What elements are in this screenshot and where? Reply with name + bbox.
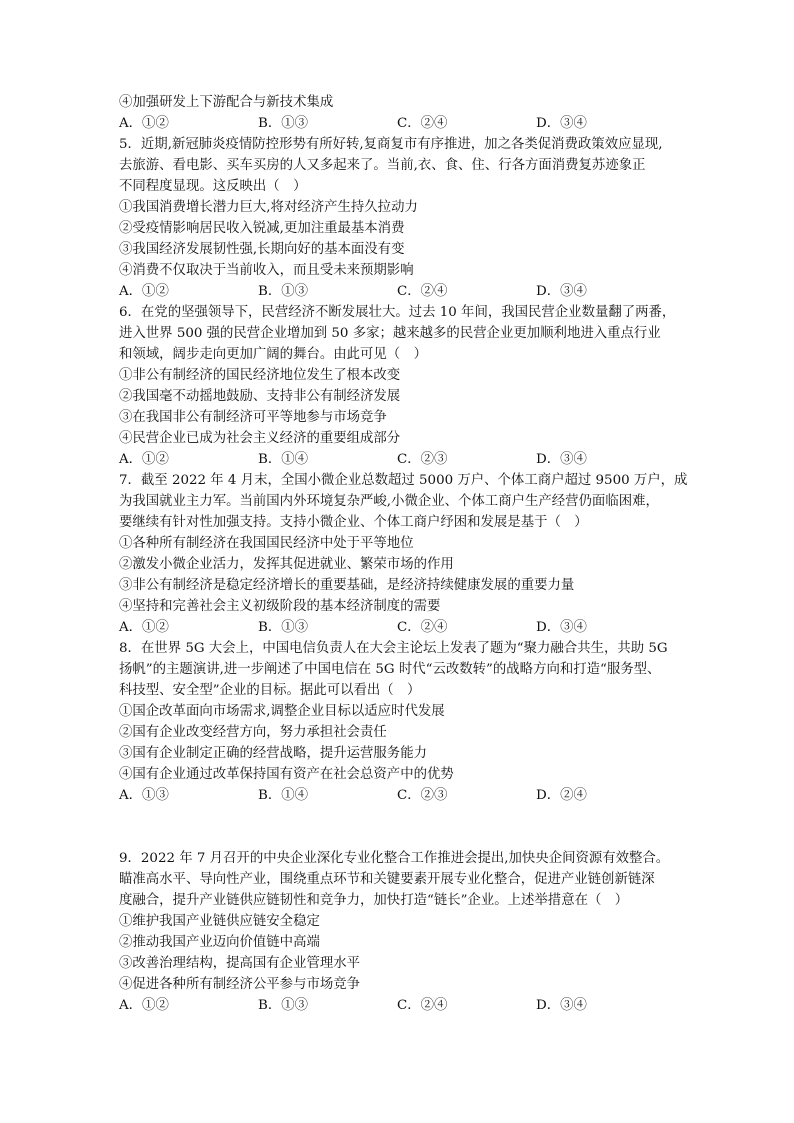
q6-option-1: ①非公有制经济的国民经济地位发生了根本改变: [119, 368, 401, 383]
q4-option-4: ④加强研发上下游配合与新技术集成: [119, 95, 334, 110]
q7-choice-d[interactable]: D．③④: [536, 620, 587, 635]
q9-choice-c[interactable]: C．②④: [397, 998, 448, 1013]
q9-stem-line: 度融合，提升产业链供应链韧性和竞争力，加快打造“链长”企业。上述举措意在（ ）: [119, 893, 629, 908]
q9-option-1: ①维护我国产业链供应链安全稳定: [119, 914, 320, 929]
q9-option-4: ④促进各种所有制经济公平参与市场竞争: [119, 977, 361, 992]
q8-option-4: ④国有企业通过改革保持国有资产在社会总资产中的优势: [119, 767, 454, 782]
q6-choice-b[interactable]: B．①④: [258, 452, 309, 467]
q9-choice-a[interactable]: A．①②: [119, 998, 169, 1013]
q7-stem-line: 为我国就业主力军。当前国内外环境复杂严峻,小微企业、个体工商户生产经营仍面临困难，: [119, 494, 659, 509]
q5-option-1: ①我国消费增长潜力巨大,将对经济产生持久拉动力: [119, 200, 418, 215]
q5-choices: [119, 281, 679, 302]
q6-option-4: ④民营企业已成为社会主义经济的重要组成部分: [119, 431, 401, 446]
q5-choice-a[interactable]: A．①②: [119, 284, 169, 299]
q5-option-4: ④消费不仅取决于当前收入，而且受未来预期影响: [119, 263, 414, 278]
q9-stem-line: 9．2022 年 7 月召开的中央企业深化专业化整合工作推进会提出,加快央企间资源有效整合。: [119, 851, 670, 866]
q5-option-3: ③我国经济发展韧性强,长期向好的基本面没有变: [119, 242, 405, 257]
q6-choice-d[interactable]: D．③④: [536, 452, 587, 467]
question-5: [119, 134, 679, 302]
q7-choice-a[interactable]: A．①②: [119, 620, 169, 635]
q7-choice-c[interactable]: C．②④: [397, 620, 448, 635]
q9-option-3: ③改善治理结构，提高国有企业管理水平: [119, 956, 361, 971]
q4-choice-a[interactable]: A．①②: [119, 116, 169, 131]
q5-stem-line: 5．近期,新冠肺炎疫情防控形势有所好转,复商复市有序推进，加之各类促消费政策效应显现,: [119, 137, 663, 152]
q8-option-2: ②国有企业改变经营方向，努力承担社会责任: [119, 725, 387, 740]
q9-option-2: ②推动我国产业迈向价值链中高端: [119, 935, 320, 950]
q8-choice-a[interactable]: A．①③: [119, 788, 169, 803]
section-gap: [119, 806, 679, 848]
q6-option-3: ③在我国非公有制经济可平等地参与市场竞争: [119, 410, 387, 425]
q7-stem-line: 要继续有针对性加强支持。支持小微企业、个体工商户纾困和发展是基于（ ）: [119, 515, 588, 530]
q7-option-4: ④坚持和完善社会主义初级阶段的基本经济制度的需要: [119, 599, 441, 614]
q8-option-3: ③国有企业制定正确的经营战略，提升运营服务能力: [119, 746, 427, 761]
q8-choices: [119, 785, 679, 806]
q7-option-2: ②激发小微企业活力，发挥其促进就业、繁荣市场的作用: [119, 557, 454, 572]
q5-choice-d[interactable]: D．③④: [536, 284, 587, 299]
q6-choice-a[interactable]: A．①②: [119, 452, 169, 467]
q7-choice-b[interactable]: B．①③: [258, 620, 309, 635]
q9-choice-b[interactable]: B．①③: [258, 998, 309, 1013]
q8-choice-d[interactable]: D．②④: [536, 788, 587, 803]
q6-stem-line: 6．在党的坚强领导下，民营经济不断发展壮大。过去 10 年间，我国民营企业数量翻了两番，: [119, 305, 676, 320]
question-9: [119, 848, 679, 1016]
q8-choice-c[interactable]: C．②③: [397, 788, 448, 803]
question-6: [119, 302, 679, 470]
q7-option-3: ③非公有制经济是稳定经济增长的重要基础，是经济持续健康发展的重要力量: [119, 578, 575, 593]
q9-choices: [119, 995, 679, 1016]
q7-choices: [119, 617, 679, 638]
q6-option-2: ②我国毫不动摇地鼓励、支持非公有制经济发展: [119, 389, 401, 404]
q5-option-2: ②受疫情影响居民收入锐减,更加注重最基本消费: [119, 221, 405, 236]
q4-choice-c[interactable]: C．②④: [397, 116, 448, 131]
q8-stem-line: 扬帆”的主题演讲,进一步阐述了中国电信在 5G 时代“云改数转”的战略方向和打造“服务型、: [119, 662, 661, 677]
q5-choice-b[interactable]: B．①③: [258, 284, 309, 299]
q7-stem-line: 7．截至 2022 年 4 月末，全国小微企业总数超过 5000 万户、个体工商户超过 9500 万户，成: [119, 473, 688, 488]
q8-stem-line: 科技型、安全型”企业的目标。据此可以看出（ ）: [119, 683, 421, 698]
q7-option-1: ①各种所有制经济在我国国民经济中处于平等地位: [119, 536, 414, 551]
question-7: [119, 470, 688, 638]
q6-stem-line: 进入世界 500 强的民营企业增加到 50 多家；越来越多的民营企业更加顺利地进入重点行业: [119, 326, 661, 341]
q8-option-1: ①国企改革面向市场需求,调整企业目标以适应时代发展: [119, 704, 445, 719]
q6-choices: [119, 449, 679, 470]
q8-choice-b[interactable]: B．①④: [258, 788, 309, 803]
q6-choice-c[interactable]: C．②③: [397, 452, 448, 467]
q9-choice-d[interactable]: D．③④: [536, 998, 587, 1013]
exam-page: [119, 92, 688, 1016]
q4-choice-b[interactable]: B．①③: [258, 116, 309, 131]
question-8: [119, 638, 679, 806]
q9-stem-line: 瞄准高水平、导向性产业，围绕重点环节和关键要素开展专业化整合，促进产业链创新链深: [119, 872, 655, 887]
q6-stem-line: 和领域，阔步走向更加广阔的舞台。由此可见（ ）: [119, 347, 427, 362]
q4-choices: [119, 113, 679, 134]
q4-choice-d[interactable]: D．③④: [536, 116, 587, 131]
q5-choice-c[interactable]: C．②④: [397, 284, 448, 299]
q5-stem-line: 去旅游、看电影、买车买房的人又多起来了。当前,衣、食、住、行各方面消费复苏迹象正: [119, 158, 646, 173]
q5-stem-line: 不同程度显现。这反映出（ ）: [119, 179, 307, 194]
q8-stem-line: 8．在世界 5G 大会上，中国电信负责人在大会主论坛上发表了题为“聚力融合共生，共助 5G: [119, 641, 668, 656]
